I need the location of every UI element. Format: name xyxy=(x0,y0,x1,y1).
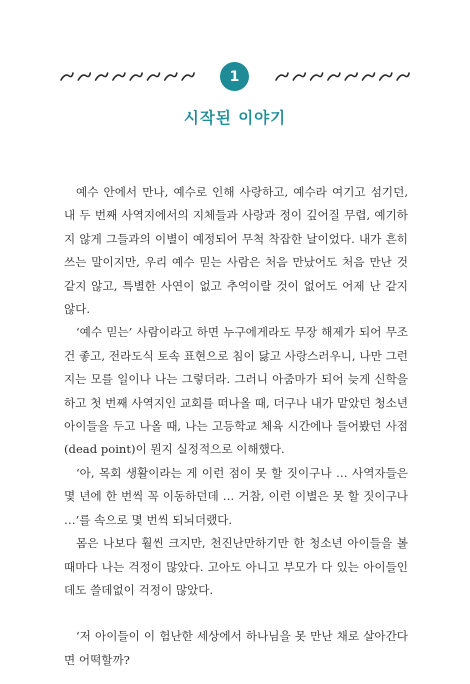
paragraph: ‘예수 믿는’ 사람이라고 하면 누구에게라도 무장 해제가 되어 무조건 좋고, 전라도식 토속 표현으로 침이 닳고 사랑스러우니, 나만 그런지는 모를 일이나 나는 그렇더라. 그러니 아줌마가 되어 늦게 신학을 하고 첫 번째 사역지인 교회를 떠나올 때, 더구나 내가 맡았던 청소년 아이들을 두고 나올 때, 나는 고등학교 체육 시간에나 들어봤던 사점(dead point)이 뭔지 실정적으로 이해했다. xyxy=(64,325,408,457)
paragraph: ‘아, 목회 생활이라는 게 이런 점이 못 할 짓이구나 … 사역자들은 몇 년에 한 번씩 꼭 이동하던데 … 거참, 이런 이별은 못 할 짓이구나 …’를 속으로 몇 번씩 되뇌더랬다. xyxy=(64,465,408,527)
paragraph: 예수 안에서 만나, 예수로 인해 사랑하고, 예수라 여기고 섬기던, 내 두 번째 사역지에서의 지체들과 사랑과 정이 깊어질 무렵, 예기하지 않게 그들과의 이별이 예정되어 무척 착잡한 날이었다. 내가 흔히 쓰는 말이지만, 우리 예수 믿는 사람은 처음 만났어도 처음 만난 것 같지 않고, 특별한 사연이 없고 추억이랄 것이 없어도 어제 난 같지 않다. xyxy=(64,185,408,317)
chapter-number-badge: 1 xyxy=(220,62,249,91)
body-text xyxy=(64,181,408,672)
paragraph: 몸은 나보다 훨씬 크지만, 천진난만하기만 한 청소년 아이들을 볼 때마다 나는 걱정이 많았다. 고아도 아니고 부모가 다 있는 아이들인데도 쓸데없이 걱정이 많았다. xyxy=(64,536,408,597)
chapter-title: 시작된 이야기 xyxy=(183,109,287,127)
quote-paragraph: ‘저 아이들이 이 험난한 세상에서 하나님을 못 만난 채로 살아간다면 어떡할까? xyxy=(64,629,408,667)
